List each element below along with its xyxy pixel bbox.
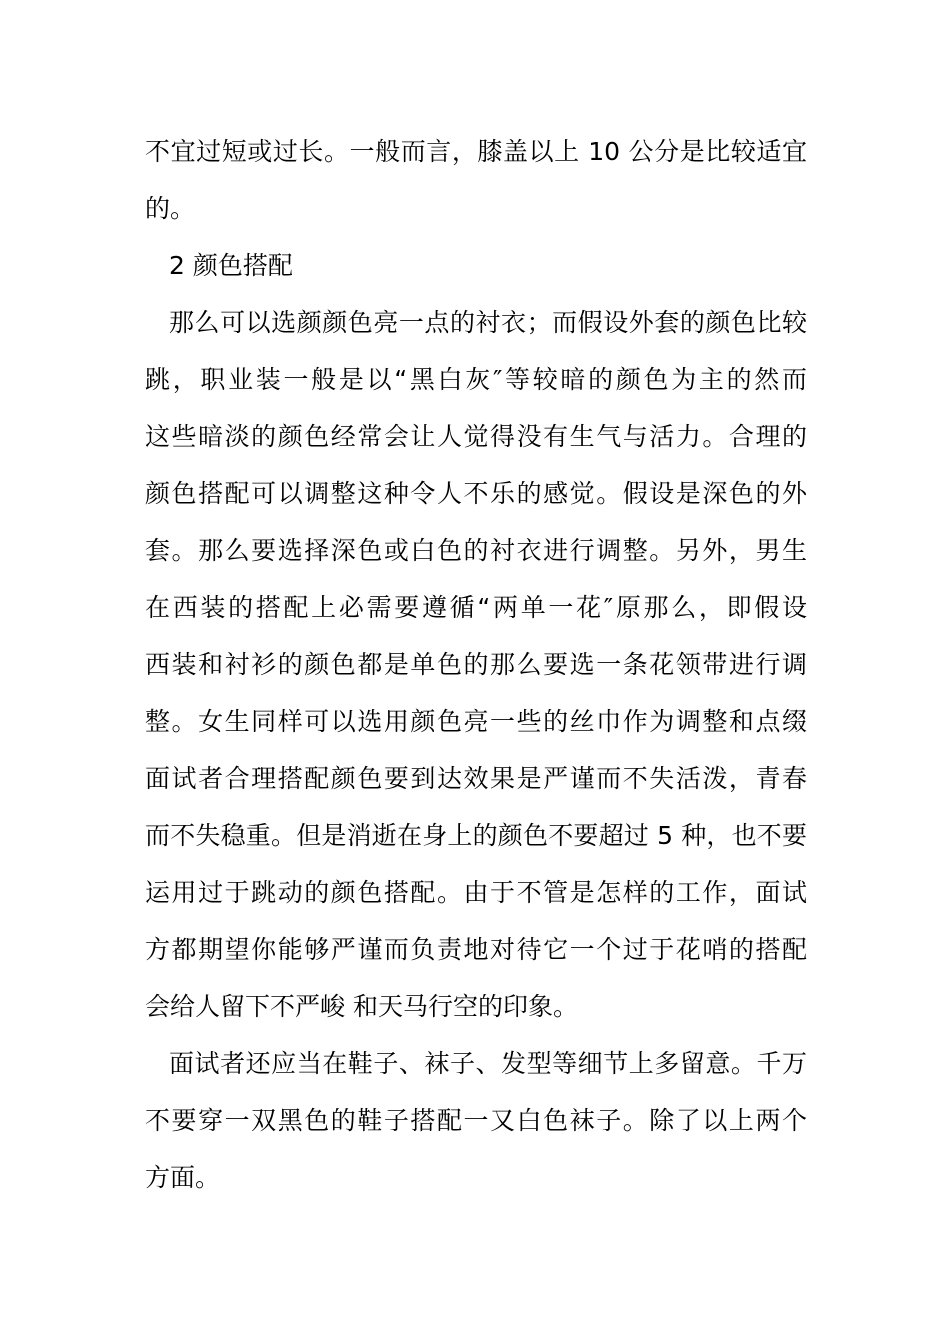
text-line: 而不失稳重。但是消逝在身上的颜色不要超过 5 种，也不要 <box>145 821 807 850</box>
text-line: 套。那么要选择深色或白色的衬衣进行调整。另外，男生 <box>145 536 807 565</box>
text-line: 不要穿一双黑色的鞋子搭配一又白色袜子。除了以上两个 <box>145 1106 807 1135</box>
text-line: 的。 <box>145 194 196 223</box>
text-line: 颜色搭配可以调整这种令人不乐的感觉。假设是深色的外 <box>145 479 807 508</box>
text-line: 运用过于跳动的颜色搭配。由于不管是怎样的工作，面试 <box>145 878 807 907</box>
section-heading-color-matching <box>145 237 807 294</box>
text-line: 这些暗淡的颜色经常会让人觉得没有生气与活力。合理的 <box>145 422 807 451</box>
text-line: 西装和衬衫的颜色都是单色的那么要选一条花领带进行调 <box>145 650 807 679</box>
text-line: 会给人留下不严峻 和天马行空的印象。 <box>145 992 578 1021</box>
text-line: 方都期望你能够严谨而负责地对待它一个过于花哨的搭配 <box>145 935 807 964</box>
document-body <box>145 123 807 1206</box>
paragraph-details-advice <box>145 1035 807 1206</box>
text-line: 整。女生同样可以选用颜色亮一些的丝巾作为调整和点缀 <box>145 707 807 736</box>
text-line: 在西装的搭配上必需要遵循“两单一花″原那么，即假设 <box>145 593 807 622</box>
text-line: 面试者合理搭配颜色要到达效果是严谨而不失活泼，青春 <box>145 764 807 793</box>
text-line: 跳，职业装一般是以“黑白灰″等较暗的颜色为主的然而 <box>145 365 807 394</box>
section-heading: 2 颜色搭配 <box>169 251 293 280</box>
text-line: 那么可以选颜颜色亮一点的衬衣；而假设外套的颜色比较 <box>169 308 807 337</box>
text-line: 面试者还应当在鞋子、袜子、发型等细节上多留意。千万 <box>169 1049 807 1078</box>
text-line: 方面。 <box>145 1163 221 1192</box>
paragraph-color-advice <box>145 294 807 1035</box>
paragraph-skirt-length <box>145 123 807 237</box>
text-line: 不宜过短或过长。一般而言，膝盖以上 10 公分是比较适宜 <box>145 137 807 166</box>
